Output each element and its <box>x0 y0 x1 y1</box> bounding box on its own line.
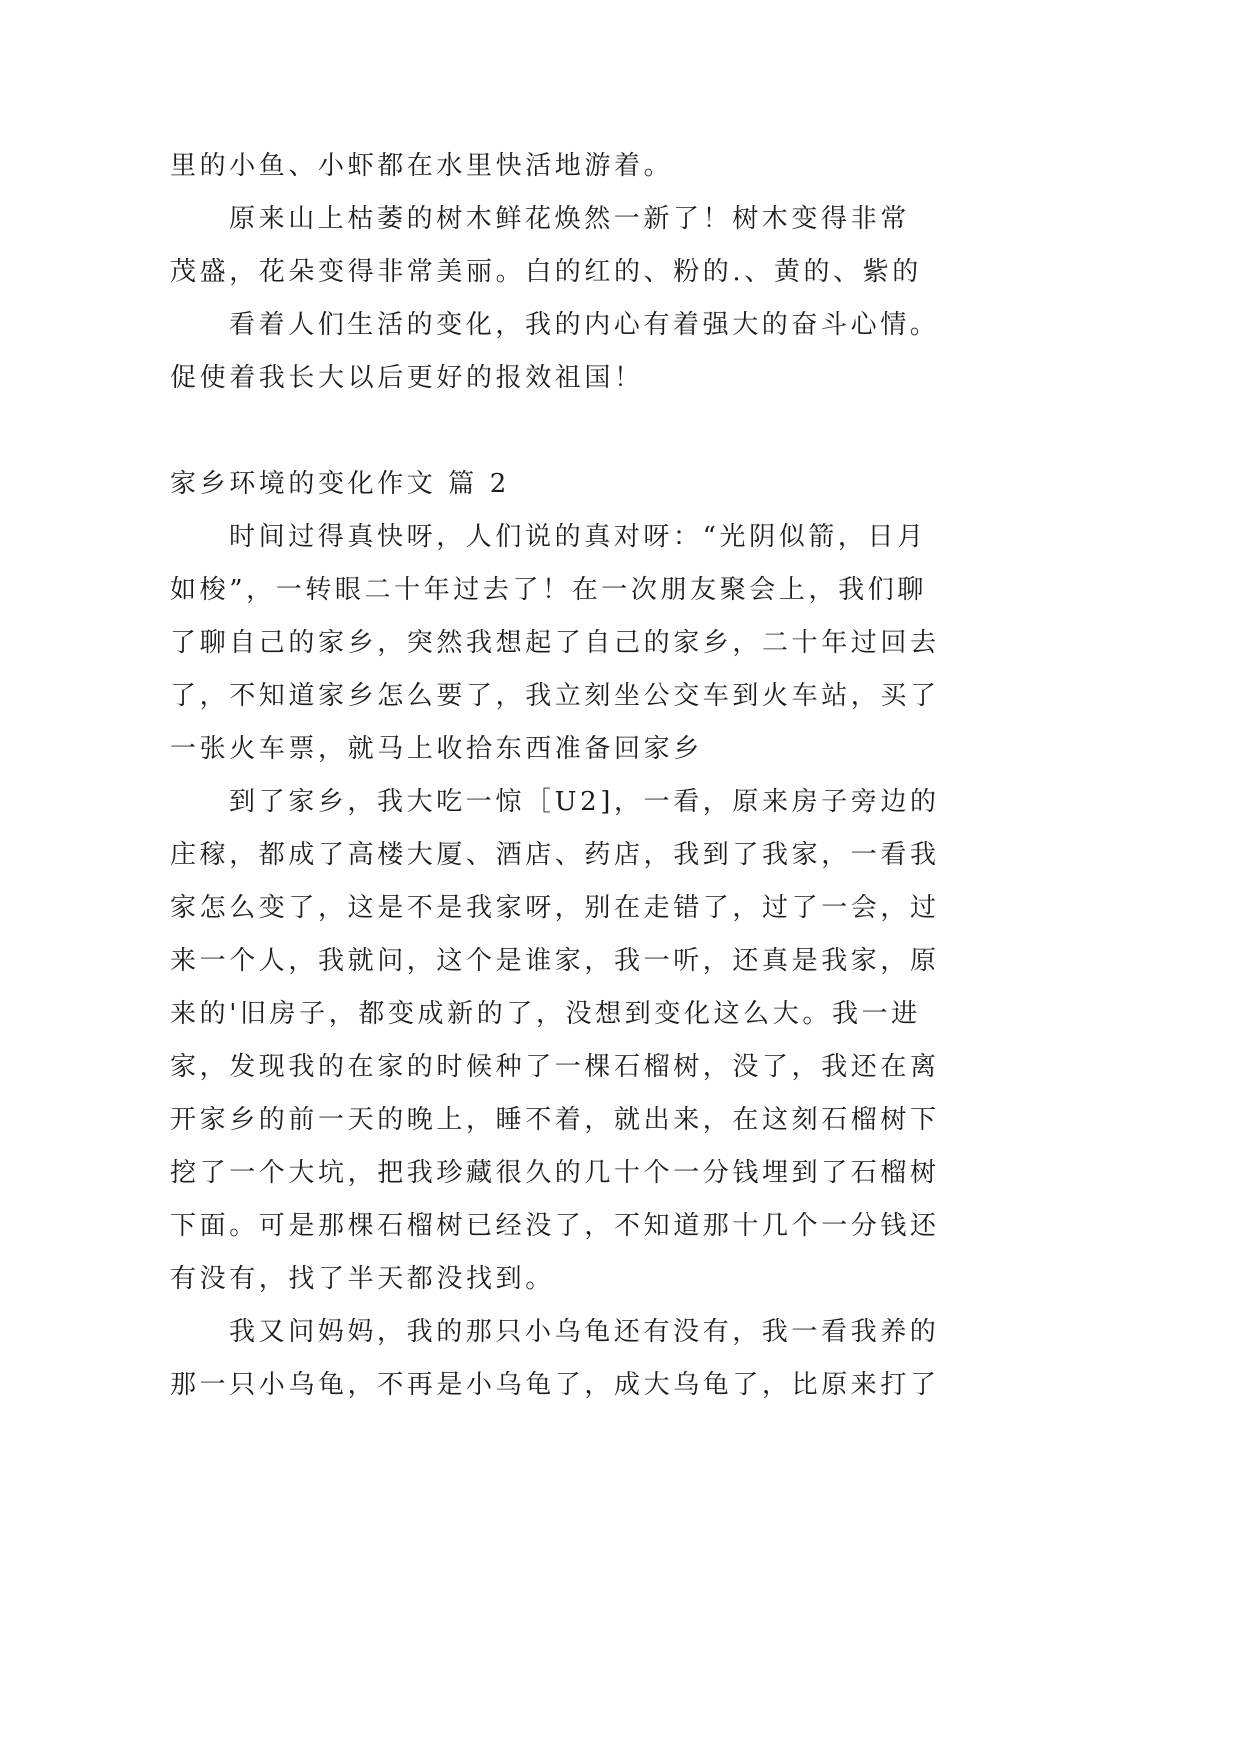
text-line: 我又问妈妈，我的那只小乌龟还有没有，我一看我养的 <box>229 1317 940 1347</box>
paragraph <box>0 140 1241 193</box>
text-line: 到了家乡，我大吃一惊［U2]，一看，原来房子旁边的 <box>229 787 940 817</box>
text-line: 下面。可是那棵石榴树已经没了，不知道那十几个一分钱还 <box>170 1211 940 1241</box>
text-line: 来一个人，我就问，这个是谁家，我一听，还真是我家，原 <box>170 946 940 976</box>
paragraph <box>0 299 1241 405</box>
paragraph <box>0 511 1241 776</box>
text-line: 来的'旧房子，都变成新的了，没想到变化这么大。我一进 <box>170 999 921 1029</box>
text-line: 促使着我长大以后更好的报效祖国！ <box>170 363 644 393</box>
section-heading: 家乡环境的变化作文 篇 2 <box>170 469 510 499</box>
text-line: 里的小鱼、小虾都在水里快活地游着。 <box>170 151 674 181</box>
text-line: 开家乡的前一天的晚上，睡不着，就出来，在这刻石榴树下 <box>170 1105 940 1135</box>
text-line: 家，发现我的在家的时候种了一棵石榴树，没了，我还在离 <box>170 1052 940 1082</box>
text-line: 看着人们生活的变化，我的内心有着强大的奋斗心情。 <box>229 310 940 340</box>
text-line: 家怎么变了，这是不是我家呀，别在走错了，过了一会，过 <box>170 893 940 923</box>
text-line: 如梭”，一转眼二十年过去了！在一次朋友聚会上，我们聊 <box>170 575 927 605</box>
text-line: 一张火车票，就马上收拾东西准备回家乡 <box>170 734 703 764</box>
blank-line <box>0 405 1241 458</box>
text-line: 了，不知道家乡怎么要了，我立刻坐公交车到火车站，买了 <box>170 681 940 711</box>
text-line: 茂盛，花朵变得非常美丽。白的红的、粉的.、黄的、紫的 <box>170 257 922 287</box>
paragraph <box>0 776 1241 1306</box>
paragraph <box>0 1306 1241 1412</box>
text-line: 有没有，找了半天都没找到。 <box>170 1264 555 1294</box>
text-line: 那一只小乌龟，不再是小乌龟了，成大乌龟了，比原来打了 <box>170 1370 940 1400</box>
text-line: 挖了一个大坑，把我珍藏很久的几十个一分钱埋到了石榴树 <box>170 1158 940 1188</box>
text-line: 了聊自己的家乡，突然我想起了自己的家乡，二十年过回去 <box>170 628 940 658</box>
paragraph <box>0 193 1241 299</box>
text-line: 时间过得真快呀，人们说的真对呀：“光阴似箭，日月 <box>229 522 927 552</box>
text-line: 庄稼，都成了高楼大厦、酒店、药店，我到了我家，一看我 <box>170 840 940 870</box>
text-line: 原来山上枯萎的树木鲜花焕然一新了！树木变得非常 <box>229 204 910 234</box>
